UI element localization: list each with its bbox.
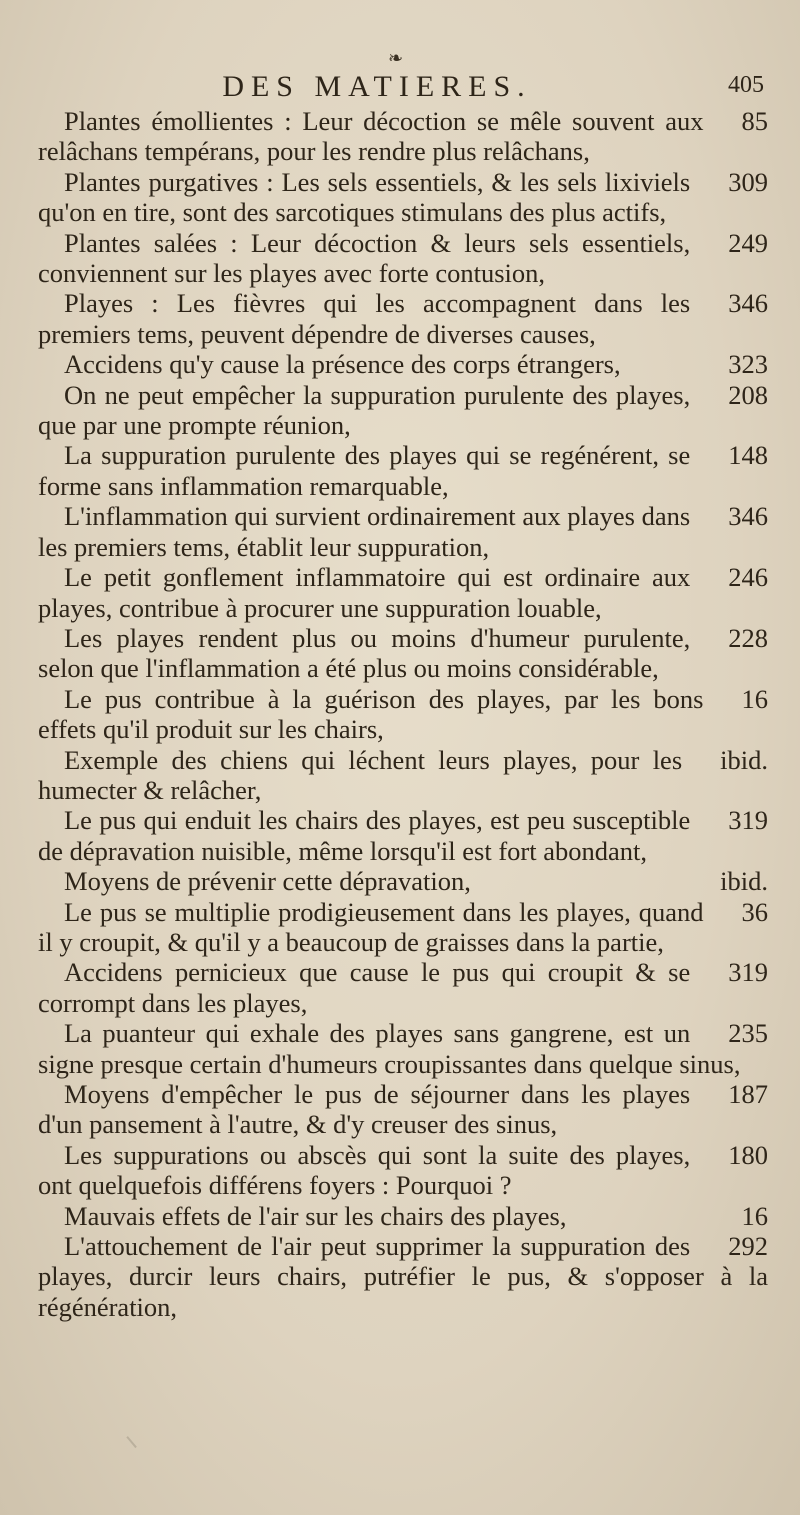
entry-page-ref: 346 [728,501,768,532]
entry-text: Exemple des chiens qui léchent leurs playes, pour les humecter & relâcher, [38,744,683,805]
entry-page-ref: 292 [728,1231,768,1262]
index-entry [38,805,768,866]
entry-text: Playes : Les fièvres qui les accompagnent dans les premiers tems, peuvent dépendre de diverses causes, [38,288,691,349]
index-entry [38,228,768,289]
ink-mark [126,1422,153,1448]
entry-page-ref: 346 [728,288,768,319]
running-title: DES MATIERES. [222,70,532,103]
entry-page-ref: 246 [728,562,768,593]
entry-text: Moyens d'empêcher le pus de séjourner dans les playes d'un pansement à l'autre, & d'y creuser des sinus, [38,1079,691,1140]
entry-page-ref: 148 [728,440,768,471]
entry-text: Moyens de prévenir cette dépravation, [64,866,471,897]
index-entry [38,167,768,228]
index-entry [38,106,768,167]
index-entry [38,623,768,684]
entry-text: Le petit gonflement inflammatoire qui est ordinaire aux playes, contribue à procurer une suppuration louable, [38,562,691,623]
entry-page-ref: 319 [728,957,768,988]
index-entry [38,1201,768,1231]
index-entry [38,501,768,562]
page-header [110,70,764,106]
entry-text: L'attouchement de l'air peut supprimer la suppuration des playes, durcir leurs chairs, putréfier le pus, & s'opposer à la régénération, [38,1231,768,1322]
entry-page-ref: 323 [728,349,768,380]
entry-page-ref: 85 [741,106,768,136]
index-entry [38,684,768,745]
index-entry [38,897,768,958]
index-entry [38,1140,768,1201]
index-entry [38,1231,768,1322]
entry-text: Plantes émollientes : Leur décoction se mêle souvent aux relâchans tempérans, pour les rendre plus relâchans, [38,106,704,167]
index-entry [38,349,768,379]
index-entry [38,380,768,441]
entry-page-ref: 180 [728,1139,768,1170]
entry-text: Plantes purgatives : Les sels essentiels, & les sels lixiviels qu'on en tire, sont des sarcotiques stimulans des plus actifs, [38,166,691,228]
entry-text: Le pus contribue à la guérison des playes, par les bons effets qu'il produit sur les chairs, [38,683,704,745]
index-entry [38,288,768,349]
index-entry [38,440,768,501]
entry-page-ref: 235 [728,1018,768,1049]
index-entries [38,106,768,1322]
entry-page-ref: 249 [728,227,768,258]
index-entry [38,957,768,1018]
entry-text: Mauvais effets de l'air sur les chairs des playes, [64,1200,567,1231]
index-entry [38,1018,768,1079]
entry-page-ref: 319 [728,805,768,836]
entry-page-ref: 36 [741,896,768,927]
entry-text: La suppuration purulente des playes qui se regénérent, se forme sans inflammation remarquable, [38,440,691,501]
entry-page-ref: 187 [728,1079,768,1109]
entry-text: Le pus se multiplie prodigieusement dans les playes, quand il y croupit, & qu'il y a beaucoup de graisses dans la partie, [38,896,704,957]
entry-text: Accidens pernicieux que cause le pus qui croupit & se corrompt dans les playes, [38,957,691,1018]
entry-text: Plantes salées : Leur décoction & leurs sels essentiels, conviennent sur les playes avec forte contusion, [38,227,691,289]
entry-text: Les playes rendent plus ou moins d'humeur purulente, selon que l'inflammation a été plus ou moins considérable, [38,622,691,684]
entry-page-ref: 16 [741,683,768,714]
entry-text: On ne peut empêcher la suppuration purulente des playes, que par une prompte réunion, [38,379,691,441]
entry-page-ref: ibid. [720,866,768,897]
fleuron-ornament: ❧ [388,48,404,68]
index-entry [38,866,768,896]
entry-text: La puanteur qui exhale des playes sans gangrene, est un signe presque certain d'humeurs croupissantes dans quelque sinus, [38,1018,741,1079]
index-entry [38,1079,768,1140]
index-entry [38,745,768,806]
entry-text: Le pus qui enduit les chairs des playes, est peu susceptible de dépravation nuisible, même lorsqu'il est fort abondant, [38,805,691,866]
entry-text: Accidens qu'y cause la présence des corps étrangers, [64,349,621,380]
entry-text: Les suppurations ou abscès qui sont la suite des playes, ont quelquefois différens foyers : Pourquoi ? [38,1139,691,1201]
entry-page-ref: 208 [728,379,768,410]
entry-text: L'inflammation qui survient ordinairement aux playes dans les premiers tems, établit leur suppuration, [38,501,691,562]
entry-page-ref: 16 [741,1200,768,1231]
page-number: 405 [728,72,764,98]
index-entry [38,562,768,623]
entry-page-ref: 309 [728,166,768,197]
entry-page-ref: ibid. [720,744,768,775]
entry-page-ref: 228 [728,622,768,653]
